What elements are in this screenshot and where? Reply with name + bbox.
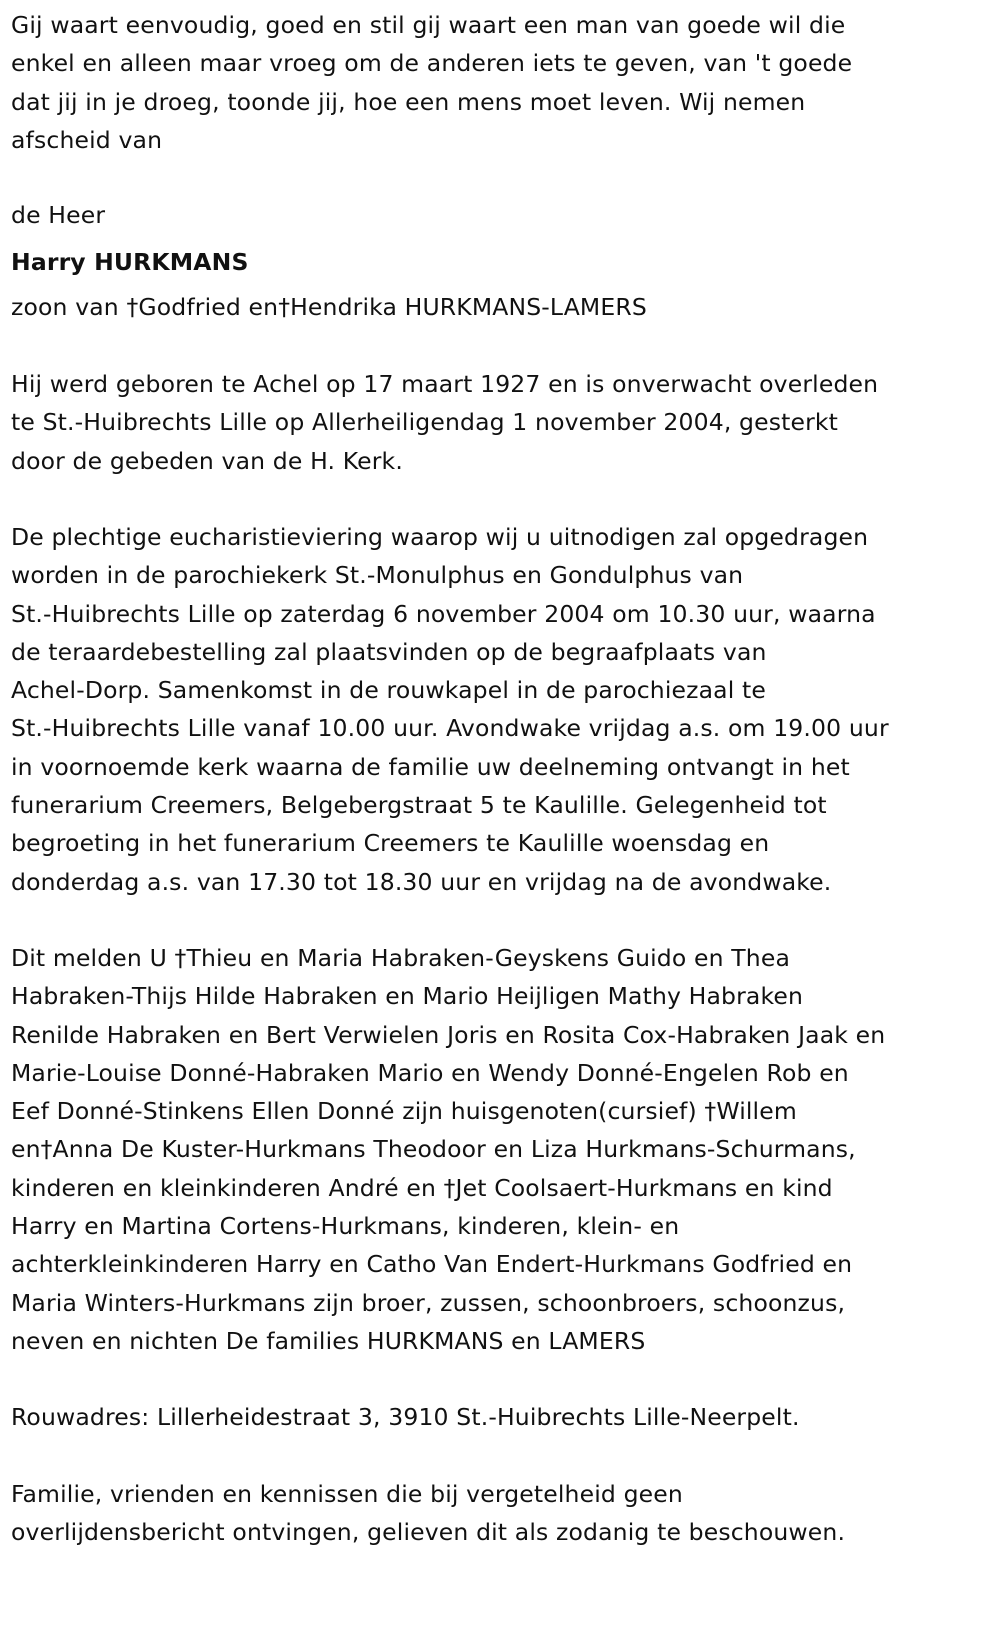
text-line: St.-Huibrechts Lille op zaterdag 6 november 2004 om 10.30 uur, waarna	[11, 599, 876, 628]
text-line: Dit melden U †Thieu en Maria Habraken-Geyskens Guido en Thea	[11, 944, 791, 972]
text-line: Harry HURKMANS	[11, 248, 249, 276]
text-line: De plechtige eucharistieviering waarop wij u uitnodigen zal opgedragen	[11, 523, 869, 551]
text-line: Renilde Habraken en Bert Verwielen Joris en Rosita Cox-Habraken Jaak en	[11, 1020, 886, 1049]
family-paragraph	[11, 939, 885, 1360]
text-line: Harry en Martina Cortens-Hurkmans, kinderen, klein- en	[11, 1212, 680, 1241]
text-line: begroeting in het funerarium Creemers te Kaulille woensdag en	[11, 829, 770, 858]
text-line: kinderen en kleinkinderen André en †Jet Coolsaert-Hurkmans en kind	[11, 1173, 833, 1202]
text-line: Maria Winters-Hurkmans zijn broer, zussen, schoonbroers, schoonzus,	[11, 1288, 846, 1317]
text-line: funerarium Creemers, Belgebergstraat 5 te Kaulille. Gelegenheid tot	[11, 791, 827, 820]
birth-death-paragraph	[11, 365, 878, 480]
salutation-paragraph	[11, 196, 105, 234]
text-line: Familie, vrienden en kennissen die bij vergetelheid geen	[11, 1480, 683, 1508]
text-line: enkel en alleen maar vroeg om de anderen iets te geven, van 't goede	[11, 49, 853, 78]
text-line: de teraardebestelling zal plaatsvinden op de begraafplaats van	[11, 637, 767, 666]
deceased-name-paragraph	[11, 243, 249, 281]
text-line: Habraken-Thijs Hilde Habraken en Mario Heijligen Mathy Habraken	[11, 982, 804, 1011]
intro-poem-paragraph	[11, 6, 852, 159]
text-line: in voornoemde kerk waarna de familie uw deelneming ontvangt in het	[11, 752, 850, 781]
text-line: door de gebeden van de H. Kerk.	[11, 446, 403, 475]
text-line: de Heer	[11, 201, 106, 229]
text-line: Rouwadres: Lillerheidestraat 3, 3910 St.-Huibrechts Lille-Neerpelt.	[11, 1403, 800, 1431]
text-line: Hij werd geboren te Achel op 17 maart 1927 en is onverwacht overleden	[11, 370, 879, 398]
text-line: neven en nichten De families HURKMANS en LAMERS	[11, 1326, 646, 1355]
text-line: overlijdensbericht ontvingen, gelieven dit als zodanig te beschouwen.	[11, 1518, 846, 1547]
text-line: en†Anna De Kuster-Hurkmans Theodoor en Liza Hurkmans-Schurmans,	[11, 1135, 856, 1164]
text-line: donderdag a.s. van 17.30 tot 18.30 uur en vrijdag na de avondwake.	[11, 867, 832, 896]
text-line: worden in de parochiekerk St.-Monulphus en Gondulphus van	[11, 561, 744, 590]
text-line: Marie-Louise Donné-Habraken Mario en Wendy Donné-Engelen Rob en	[11, 1058, 849, 1087]
text-line: St.-Huibrechts Lille vanaf 10.00 uur. Avondwake vrijdag a.s. om 19.00 uur	[11, 714, 889, 743]
text-line: te St.-Huibrechts Lille op Allerheiligendag 1 november 2004, gesterkt	[11, 408, 839, 437]
text-line: Eef Donné-Stinkens Ellen Donné zijn huisgenoten(cursief) †Willem	[11, 1097, 797, 1126]
text-line: Achel-Dorp. Samenkomst in de rouwkapel in de parochiezaal te	[11, 676, 766, 705]
closing-note-paragraph	[11, 1475, 845, 1552]
text-line: dat jij in je droeg, toonde jij, hoe een mens moet leven. Wij nemen	[11, 87, 806, 116]
text-line: afscheid van	[11, 125, 163, 154]
address-paragraph	[11, 1398, 800, 1436]
text-line: Gij waart eenvoudig, goed en stil gij waart een man van goede wil die	[11, 11, 846, 39]
text-line: zoon van †Godfried en†Hendrika HURKMANS-LAMERS	[11, 293, 647, 321]
text-line: achterkleinkinderen Harry en Catho Van Endert-Hurkmans Godfried en	[11, 1250, 853, 1279]
ceremony-paragraph	[11, 518, 889, 901]
parents-paragraph	[11, 288, 647, 326]
